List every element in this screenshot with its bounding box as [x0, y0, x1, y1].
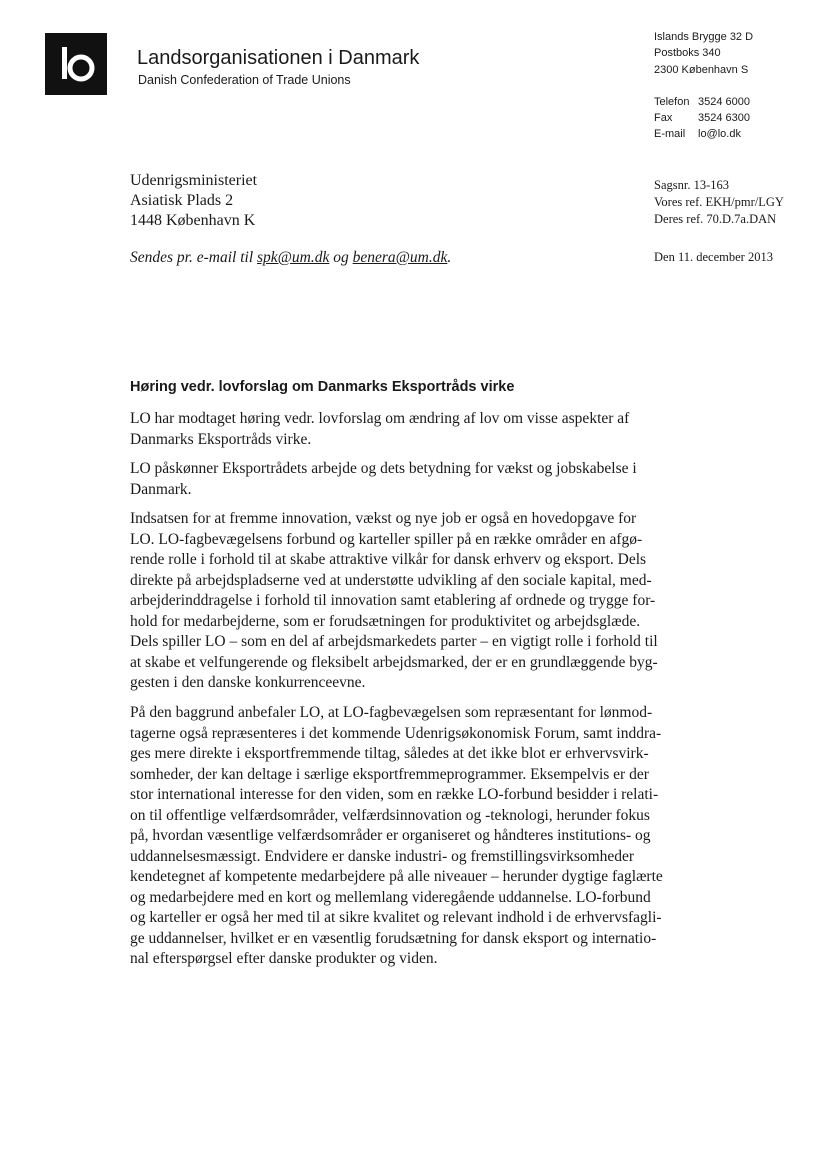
paragraph-3	[130, 509, 658, 694]
paragraph-line: Indsatsen for at fremme innovation, vækst og nye job er også en hovedopgave for	[130, 510, 637, 527]
paragraph-line: Dels spiller LO – som en del af arbejdsmarkedets parter – en vigtigt rolle i forhold til	[130, 633, 658, 650]
paragraph-line: rende rolle i forhold til at skabe attraktive vilkår for dansk erhverv og eksport. Dels	[130, 551, 647, 568]
lo-logo	[45, 33, 107, 95]
email-link-spk[interactable]: spk@um.dk	[257, 249, 330, 266]
paragraph-1	[130, 409, 629, 450]
recipient-line-3: 1448 København K	[130, 212, 256, 229]
email-link-benera[interactable]: benera@um.dk	[352, 249, 448, 266]
address-line-1: Islands Brygge 32 D	[654, 31, 754, 43]
letter-subject: Høring vedr. lovforslag om Danmarks Eksportråds virke	[130, 379, 515, 395]
paragraph-line: at skabe et velfungerende og fleksibelt arbejdsmarked, der er en grundlæggende byg-	[130, 653, 658, 671]
contact-fax	[654, 110, 750, 127]
contact-email-value: lo@lo.dk	[698, 128, 741, 140]
paragraph-line: on til offentlige velfærdsområder, velfærdsinnovation og -teknologi, herunder fokus	[130, 806, 650, 824]
paragraph-line: og medarbejdere med en kort og mellemlang videregående uddannelse. LO-forbund	[130, 888, 651, 906]
send-suffix: .	[447, 249, 452, 266]
contact-phone-label: Telefon	[654, 96, 690, 108]
org-subtitle: Danish Confederation of Trade Unions	[138, 73, 351, 87]
contact-email	[654, 126, 741, 143]
paragraph-line: uddannelsesmæssigt. Endvidere er danske industri- og fremstillingsvirksomheder	[130, 847, 635, 865]
paragraph-line: arbejderinddragelse i forhold til innovation samt etablering af ordnede og trygge for-	[130, 592, 656, 609]
paragraph-line: gesten i den danske konkurrenceevne.	[130, 674, 366, 691]
paragraph-line: somheder, der kan deltage i særlige eksportfremmeprogrammer. Eksempelvis er der	[130, 765, 649, 783]
paragraph-line: kendetegnet af kompetente medarbejdere på alle niveauer – herunder dygtige faglærte	[130, 868, 663, 885]
contact-fax-value: 3524 6300	[698, 112, 750, 124]
contact-phone-value: 3524 6000	[698, 96, 750, 108]
letter-date: Den 11. december 2013	[654, 250, 773, 264]
send-instruction	[130, 249, 451, 267]
paragraph-line: ges mere direkte i eksportfremmende tiltag, således at det ikke blot er erhvervsvirk-	[130, 745, 649, 762]
send-prefix: Sendes pr. e-mail til	[130, 249, 257, 266]
lo-logo-mark-icon	[45, 33, 107, 95]
address-line-2: Postboks 340	[654, 47, 721, 59]
paragraph-line: og karteller er også her med til at sikre kvalitet og relevant indhold i de erhvervsfagli-	[130, 909, 662, 926]
paragraph-line: LO har modtaget høring vedr. lovforslag om ændring af lov om visse aspekter af	[130, 410, 630, 427]
reference-your-ref: Deres ref. 70.D.7a.DAN	[654, 212, 777, 226]
recipient-line-1: Udenrigsministeriet	[130, 172, 258, 189]
contact-fax-label: Fax	[654, 112, 673, 124]
paragraph-line: hold for medarbejderne, som er forudsætningen for produktivitet og arbejdsglæde.	[130, 612, 641, 630]
paragraph-line: LO. LO-fagbevægelsens forbund og karteller spiller på en række områder en afgø-	[130, 530, 643, 548]
paragraph-line: Danmarks Eksportråds virke.	[130, 430, 312, 448]
contact-email-label: E-mail	[654, 128, 686, 140]
paragraph-line: tagerne også repræsenteres i det kommende Udenrigsøkonomisk Forum, samt inddra-	[130, 724, 662, 742]
paragraph-line: stor international interesse for den viden, som en række LO-forbund besidder i relati-	[130, 786, 659, 803]
paragraph-line: LO påskønner Eksportrådets arbejde og dets betydning for vækst og jobskabelse i	[130, 460, 637, 477]
paragraph-line: nal efterspørgsel efter danske produkter og viden.	[130, 950, 438, 967]
paragraph-4	[130, 703, 663, 970]
paragraph-line: Danmark.	[130, 480, 192, 498]
paragraph-line: direkte på arbejdspladserne ved at understøtte udvikling af den sociale kapital, med-	[130, 571, 652, 589]
paragraph-2	[130, 459, 637, 500]
address-line-3: 2300 København S	[654, 64, 749, 76]
send-mid: og	[329, 249, 353, 266]
reference-our-ref: Vores ref. EKH/pmr/LGY	[654, 195, 784, 209]
recipient-line-2: Asiatisk Plads 2	[130, 192, 234, 209]
paragraph-line: på, hvordan væsentlige velfærdsområder er organiseret og håndteres institutions- og	[130, 827, 651, 844]
paragraph-line: ge uddannelser, hvilket er en væsentlig forudsætning for dansk eksport og internatio-	[130, 929, 657, 947]
contact-phone	[654, 94, 750, 111]
reference-case-number: Sagsnr. 13-163	[654, 178, 729, 192]
paragraph-line: På den baggrund anbefaler LO, at LO-fagbevægelsen som repræsentant for lønmod-	[130, 704, 653, 721]
org-name: Landsorganisationen i Danmark	[137, 47, 420, 69]
